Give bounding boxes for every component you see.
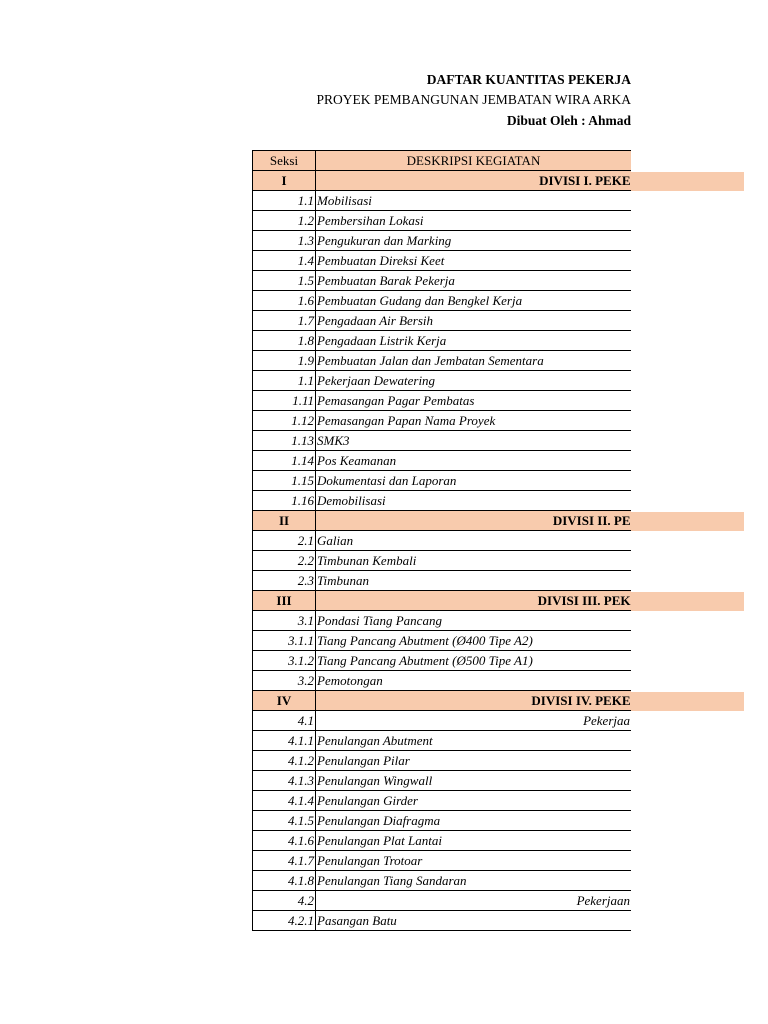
division-fill-extension — [631, 592, 744, 611]
item-description: Pembuatan Jalan dan Jembatan Sementara — [316, 351, 632, 371]
item-number: 1.8 — [253, 331, 316, 351]
division-number: I — [253, 171, 316, 191]
item-number: 3.1.1 — [253, 631, 316, 651]
division-number: II — [253, 511, 316, 531]
subgroup-title: Pekerjaa — [316, 711, 632, 731]
item-number: 4.2 — [253, 891, 316, 911]
table-row — [253, 311, 632, 331]
item-description: Tiang Pancang Abutment (Ø400 Tipe A2) — [316, 631, 632, 651]
table-row — [253, 251, 632, 271]
item-number: 4.2.1 — [253, 911, 316, 931]
table-row — [253, 631, 632, 651]
item-description: Mobilisasi — [316, 191, 632, 211]
item-description: Timbunan — [316, 571, 632, 591]
table-row — [253, 271, 632, 291]
item-description: Tiang Pancang Abutment (Ø500 Tipe A1) — [316, 651, 632, 671]
table-header-row — [253, 151, 632, 171]
item-number: 1.4 — [253, 251, 316, 271]
table-row — [253, 831, 632, 851]
table-row — [253, 651, 632, 671]
item-number: 1.2 — [253, 211, 316, 231]
subgroup-row — [253, 711, 632, 731]
table-row — [253, 571, 632, 591]
division-row — [253, 691, 632, 711]
table-row — [253, 791, 632, 811]
table-row — [253, 391, 632, 411]
item-number: 2.2 — [253, 551, 316, 571]
col-header-seksi: Seksi — [253, 151, 316, 171]
subgroup-title: Pekerjaan — [316, 891, 632, 911]
item-description: Penulangan Abutment — [316, 731, 632, 751]
item-number: 4.1 — [253, 711, 316, 731]
table-row — [253, 871, 632, 891]
division-number: IV — [253, 691, 316, 711]
item-description: SMK3 — [316, 431, 632, 451]
item-number: 1.9 — [253, 351, 316, 371]
division-fill-extension — [631, 512, 744, 531]
item-description: Pengadaan Air Bersih — [316, 311, 632, 331]
item-description: Dokumentasi dan Laporan — [316, 471, 632, 491]
item-description: Pemotongan — [316, 671, 632, 691]
table-row — [253, 451, 632, 471]
division-title: DIVISI III. PEK — [316, 591, 632, 611]
item-number: 3.1 — [253, 611, 316, 631]
item-description: Penulangan Wingwall — [316, 771, 632, 791]
item-description: Pemasangan Pagar Pembatas — [316, 391, 632, 411]
item-number: 4.1.4 — [253, 791, 316, 811]
item-number: 1.6 — [253, 291, 316, 311]
item-description: Timbunan Kembali — [316, 551, 632, 571]
item-number: 1.1 — [253, 371, 316, 391]
author-line: Dibuat Oleh : Ahmad — [506, 113, 631, 128]
item-description: Pos Keamanan — [316, 451, 632, 471]
item-number: 1.12 — [253, 411, 316, 431]
item-description: Penulangan Tiang Sandaran — [316, 871, 632, 891]
item-description: Pembersihan Lokasi — [316, 211, 632, 231]
table-row — [253, 751, 632, 771]
table-row — [253, 231, 632, 251]
item-number: 1.1 — [253, 191, 316, 211]
item-description: Penulangan Plat Lantai — [316, 831, 632, 851]
table-row — [253, 611, 632, 631]
item-number: 1.16 — [253, 491, 316, 511]
table-row — [253, 351, 632, 371]
item-number: 4.1.3 — [253, 771, 316, 791]
division-fill-extension — [631, 172, 744, 191]
table-row — [253, 371, 632, 391]
item-description: Pembuatan Barak Pekerja — [316, 271, 632, 291]
item-number: 4.1.5 — [253, 811, 316, 831]
table-row — [253, 671, 632, 691]
table-row — [253, 291, 632, 311]
item-number: 1.14 — [253, 451, 316, 471]
item-number: 2.1 — [253, 531, 316, 551]
table-row — [253, 431, 632, 451]
division-title: DIVISI II. PE — [316, 511, 632, 531]
item-number: 1.3 — [253, 231, 316, 251]
division-row — [253, 511, 632, 531]
table-row — [253, 531, 632, 551]
division-title: DIVISI IV. PEKE — [316, 691, 632, 711]
item-description: Pengadaan Listrik Kerja — [316, 331, 632, 351]
item-description: Pekerjaan Dewatering — [316, 371, 632, 391]
item-description: Pengukuran dan Marking — [316, 231, 632, 251]
table-row — [253, 851, 632, 871]
item-description: Galian — [316, 531, 632, 551]
item-number: 3.2 — [253, 671, 316, 691]
table-row — [253, 331, 632, 351]
table-row — [253, 411, 632, 431]
item-number: 1.7 — [253, 311, 316, 331]
col-header-deskripsi: DESKRIPSI KEGIATAN — [316, 151, 632, 171]
item-number: 1.13 — [253, 431, 316, 451]
item-description: Pondasi Tiang Pancang — [316, 611, 632, 631]
item-number: 1.5 — [253, 271, 316, 291]
division-row — [253, 591, 632, 611]
doc-title: DAFTAR KUANTITAS PEKERJA — [426, 72, 631, 87]
item-number: 4.1.8 — [253, 871, 316, 891]
item-number: 4.1.2 — [253, 751, 316, 771]
project-title: PROYEK PEMBANGUNAN JEMBATAN WIRA ARKA — [316, 92, 631, 107]
subgroup-row — [253, 891, 632, 911]
item-description: Pembuatan Direksi Keet — [316, 251, 632, 271]
table-row — [253, 551, 632, 571]
table-row — [253, 191, 632, 211]
division-title: DIVISI I. PEKE — [316, 171, 632, 191]
item-number: 4.1.6 — [253, 831, 316, 851]
item-number: 4.1.1 — [253, 731, 316, 751]
item-number: 3.1.2 — [253, 651, 316, 671]
item-number: 1.11 — [253, 391, 316, 411]
item-description: Penulangan Pilar — [316, 751, 632, 771]
item-number: 4.1.7 — [253, 851, 316, 871]
table-row — [253, 731, 632, 751]
table-row — [253, 911, 632, 931]
table-row — [253, 471, 632, 491]
item-description: Demobilisasi — [316, 491, 632, 511]
item-number: 2.3 — [253, 571, 316, 591]
item-description: Pemasangan Papan Nama Proyek — [316, 411, 632, 431]
division-row — [253, 171, 632, 191]
division-number: III — [253, 591, 316, 611]
item-description: Pasangan Batu — [316, 911, 632, 931]
table-row — [253, 771, 632, 791]
table-row — [253, 211, 632, 231]
item-description: Penulangan Diafragma — [316, 811, 632, 831]
table-row — [253, 491, 632, 511]
table-row — [253, 811, 632, 831]
item-description: Pembuatan Gudang dan Bengkel Kerja — [316, 291, 632, 311]
item-description: Penulangan Trotoar — [316, 851, 632, 871]
item-description: Penulangan Girder — [316, 791, 632, 811]
division-fill-extension — [631, 692, 744, 711]
item-number: 1.15 — [253, 471, 316, 491]
quantity-table — [252, 150, 632, 931]
